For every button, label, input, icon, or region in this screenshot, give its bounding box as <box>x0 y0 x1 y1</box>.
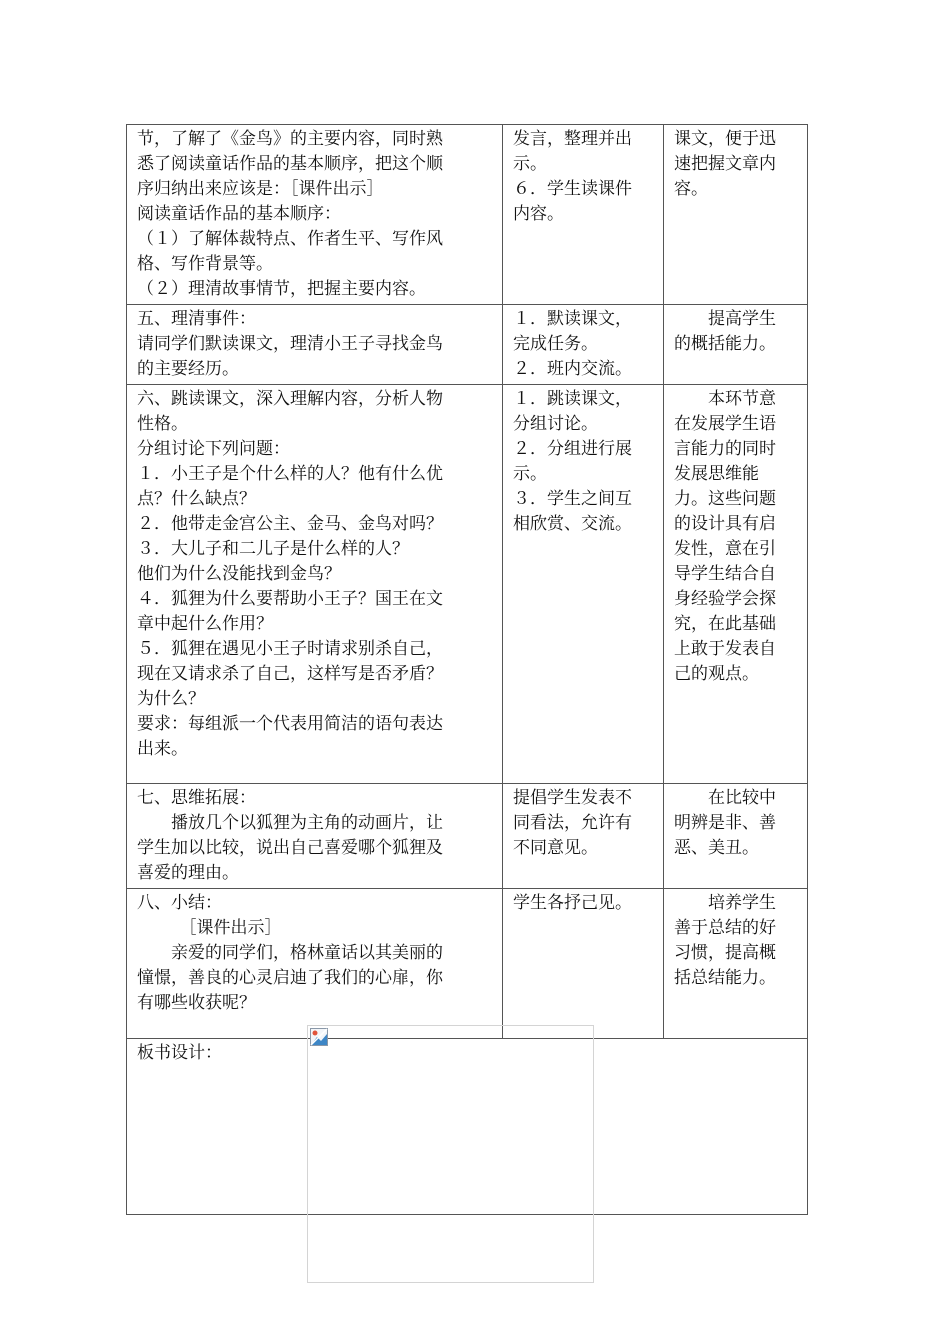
text-line: 学生各抒己见。 <box>513 893 632 913</box>
design-intent-cell <box>664 385 808 784</box>
text-line: 内容。 <box>513 204 564 224</box>
activity-cell <box>127 784 503 889</box>
text-line: 节，了解了《金鸟》的主要内容，同时熟 <box>137 129 443 149</box>
text-line: 憧憬，善良的心灵启迪了我们的心扉，你 <box>137 968 443 988</box>
text-line: ２．分组进行展 <box>513 439 632 459</box>
text-line: 善于总结的好 <box>674 918 776 938</box>
text-line: 五、理清事件： <box>137 309 256 329</box>
text-line: 力。这些问题 <box>674 489 776 509</box>
text-line: 八、小结： <box>137 893 222 913</box>
text-line: 己的观点。 <box>674 664 759 684</box>
text-line: 恶、美丑。 <box>674 838 759 858</box>
text-line: 相欣赏、交流。 <box>513 514 632 534</box>
activity-cell <box>127 125 503 305</box>
design-intent-cell <box>664 305 808 385</box>
text-line: 六、跳读课文，深入理解内容，分析人物 <box>137 389 443 409</box>
text-line: 导学生结合自 <box>674 564 776 584</box>
text-line: 在发展学生语 <box>674 414 776 434</box>
text-line: 有哪些收获呢？ <box>137 993 256 1013</box>
table-row <box>127 784 808 889</box>
text-line: 喜爱的理由。 <box>137 863 239 883</box>
text-line: ５．狐狸在遇见小王子时请求别杀自己， <box>137 639 443 659</box>
text-line: （１）了解体裁特点、作者生平、写作风 <box>137 229 443 249</box>
text-line: 上敢于发表自 <box>674 639 776 659</box>
student-activity-cell <box>503 125 664 305</box>
text-line: 提倡学生发表不 <box>513 788 632 808</box>
text-line: 点？什么缺点？ <box>137 489 256 509</box>
text-line: 分组讨论。 <box>513 414 598 434</box>
text-line: 学生加以比较，说出自己喜爱哪个狐狸及 <box>137 838 443 858</box>
image-placeholder <box>307 1025 594 1283</box>
text-line: ３．学生之间互 <box>513 489 632 509</box>
student-activity-cell <box>503 889 664 1039</box>
text-line: 究，在此基础 <box>674 614 776 634</box>
table-row <box>127 125 808 305</box>
text-line: ［课件出示］ <box>137 918 282 938</box>
text-line: ２．他带走金宫公主、金马、金鸟对吗？ <box>137 514 443 534</box>
activity-cell <box>127 305 503 385</box>
text-line: 亲爱的同学们，格林童话以其美丽的 <box>137 943 443 963</box>
text-line: 课文，便于迅 <box>674 129 776 149</box>
text-line: 本环节意 <box>674 389 776 409</box>
text-line: 提高学生 <box>674 309 776 329</box>
student-activity-cell <box>503 784 664 889</box>
text-line: 的设计具有启 <box>674 514 776 534</box>
text-line: 示。 <box>513 464 547 484</box>
text-line: 分组讨论下列问题： <box>137 439 290 459</box>
text-line: 示。 <box>513 154 547 174</box>
text-line: 不同意见。 <box>513 838 598 858</box>
text-line: 在比较中 <box>674 788 776 808</box>
design-intent-cell <box>664 889 808 1039</box>
text-line: 章中起什么作用？ <box>137 614 273 634</box>
text-line: 身经验学会探 <box>674 589 776 609</box>
text-line: 的主要经历。 <box>137 359 239 379</box>
text-line: 阅读童话作品的基本顺序： <box>137 204 341 224</box>
table-row <box>127 889 808 1039</box>
design-intent-cell <box>664 784 808 889</box>
text-line: 现在又请求杀了自己，这样写是否矛盾？ <box>137 664 443 684</box>
text-line: 悉了阅读童话作品的基本顺序，把这个顺 <box>137 154 443 174</box>
text-line: 序归纳出来应该是：［课件出示］ <box>137 179 384 199</box>
broken-image-icon <box>310 1028 328 1046</box>
text-line: ２．班内交流。 <box>513 359 632 379</box>
text-line: ６．学生读课件 <box>513 179 632 199</box>
text-line: 七、思维拓展： <box>137 788 256 808</box>
text-line: 发性，意在引 <box>674 539 776 559</box>
text-line: ４．狐狸为什么要帮助小王子？国王在文 <box>137 589 443 609</box>
student-activity-cell <box>503 305 664 385</box>
activity-cell <box>127 385 503 784</box>
text-line: 同看法，允许有 <box>513 813 632 833</box>
text-line: ３．大儿子和二儿子是什么样的人？ <box>137 539 409 559</box>
text-line: 发展思维能 <box>674 464 759 484</box>
text-line: 性格。 <box>137 414 188 434</box>
text-line: １．跳读课文， <box>513 389 632 409</box>
table-row <box>127 305 808 385</box>
design-intent-cell <box>664 125 808 305</box>
table-row <box>127 385 808 784</box>
text-line: 括总结能力。 <box>674 968 776 988</box>
text-line: 出来。 <box>137 739 188 759</box>
text-line: １．小王子是个什么样的人？他有什么优 <box>137 464 443 484</box>
text-line: 习惯，提高概 <box>674 943 776 963</box>
text-line: 言能力的同时 <box>674 439 776 459</box>
text-line: 完成任务。 <box>513 334 598 354</box>
activity-cell <box>127 889 503 1039</box>
text-line: １．默读课文， <box>513 309 632 329</box>
text-line: 格、写作背景等。 <box>137 254 273 274</box>
text-line: 培养学生 <box>674 893 776 913</box>
student-activity-cell <box>503 385 664 784</box>
text-line: （２）理清故事情节，把握主要内容。 <box>137 279 426 299</box>
text-line: 明辨是非、善 <box>674 813 776 833</box>
board-design-label: 板书设计： <box>137 1043 222 1063</box>
text-line: 的概括能力。 <box>674 334 776 354</box>
text-line: 请同学们默读课文，理清小王子寻找金鸟 <box>137 334 443 354</box>
text-line: 为什么？ <box>137 689 205 709</box>
text-line: 容。 <box>674 179 708 199</box>
text-line: 速把握文章内 <box>674 154 776 174</box>
text-line: 要求：每组派一个代表用简洁的语句表达 <box>137 714 443 734</box>
text-line: 他们为什么没能找到金鸟？ <box>137 564 341 584</box>
text-line: 发言，整理并出 <box>513 129 632 149</box>
text-line: 播放几个以狐狸为主角的动画片，让 <box>137 813 443 833</box>
